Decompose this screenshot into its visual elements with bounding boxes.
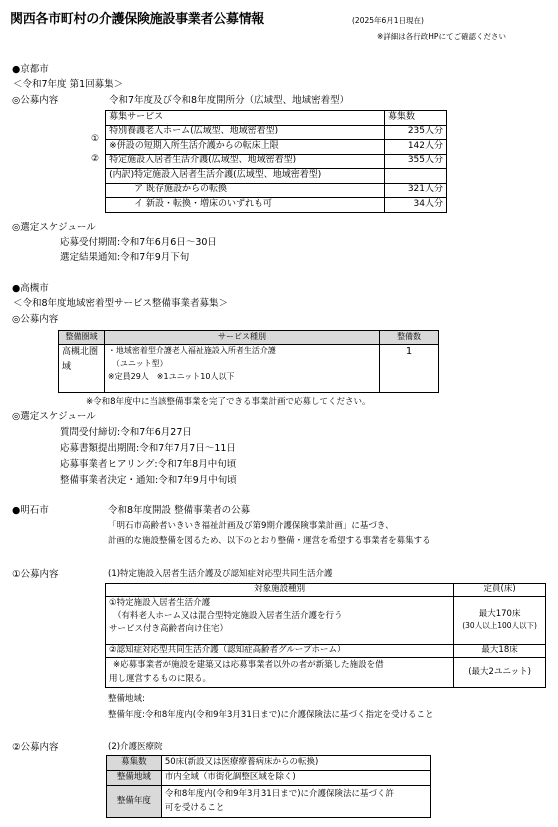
table-cell xyxy=(385,169,447,184)
akashi-content2-label: ②公募内容 xyxy=(12,742,59,753)
table-cell: 142人分 xyxy=(385,140,447,155)
kyoto-heading: ●京都市 xyxy=(12,64,49,75)
table-cell: 特別養護老人ホーム(広域型、地域密着型) xyxy=(106,125,385,140)
akashi-subheading: 令和8年度開設 整備事業者の公募 xyxy=(108,505,251,516)
facility-note: ※応募事業者が施設を建築又は応募事業者以外の者が新築した施設を借 xyxy=(113,660,384,671)
facility-line: サービス付き高齢者向け住宅） xyxy=(109,624,229,635)
kyoto-schedule-label: ◎選定スケジュール xyxy=(12,222,96,233)
kyoto-content-label: ◎公募内容 xyxy=(12,95,59,106)
facility-note: 用し運営するものに限る。 xyxy=(109,673,212,684)
value-line: 令和8年度内(令和9年3月31日まで)に介護保険法に基づく許 xyxy=(164,789,395,800)
table-cell: 34人分 xyxy=(385,198,447,213)
item-number-1: ① xyxy=(91,133,100,144)
akashi-desc: 計画的な施設整備を図るため、以下のとおり整備・運営を希望する事業者を募集する xyxy=(108,536,431,546)
table-cell: ②認知症対応型共同生活介護（認知症高齢者グループホーム） xyxy=(106,645,454,658)
table-cell: 321人分 xyxy=(385,183,447,198)
takatsuki-table xyxy=(58,330,439,393)
table-value xyxy=(161,786,430,818)
akashi-year: 整備年度:令和8年度内(令和9年3月31日まで)に介護保険法に基づく指定を受けること xyxy=(108,710,434,720)
details-note: ※詳細は各行政HPにてご確認ください xyxy=(377,32,506,41)
kyoto-schedule-item: 応募受付期間:令和7年6月6日～30日 xyxy=(60,237,217,248)
table-value: 50床(新設又は医療療養病床からの転換) xyxy=(161,756,430,771)
table-cell-type xyxy=(104,345,379,393)
akashi-content1-label: ①公募内容 xyxy=(12,569,59,580)
akashi-facility-table xyxy=(105,583,546,688)
table-header-count: 整備数 xyxy=(380,331,439,345)
type-line: （ユニット型） xyxy=(111,358,168,368)
table-cell-count: 1 xyxy=(380,345,439,393)
table-header-capacity: 定員(床) xyxy=(454,584,546,597)
capacity-line: (30人以上100人以下) xyxy=(462,621,537,631)
akashi-content1-title: (1)特定施設入居者生活介護及び認知症対応型共同生活介護 xyxy=(108,569,333,579)
akashi-heading: ●明石市 xyxy=(12,505,49,516)
table-header-area: 整備圏域 xyxy=(59,331,105,345)
table-cell-area: 高槻北圏域 xyxy=(59,345,105,393)
facility-line: （有料老人ホーム又は混合型特定施設入居者生活介護を行う xyxy=(113,611,343,622)
table-cell: 最大18床 xyxy=(454,645,546,658)
capacity-line: 最大170床 xyxy=(478,609,521,620)
table-cell: (内訳)特定施設入居者生活介護(広域型、地域密着型) xyxy=(106,169,385,184)
takatsuki-schedule-item: 応募事業者ヒアリング:令和7年8月中旬頃 xyxy=(60,459,237,470)
table-header-type: サービス種別 xyxy=(104,331,379,345)
type-line: ※定員29人 ※1ユニット10人以下 xyxy=(107,371,235,381)
kyoto-content-desc: 令和7年度及び令和8年度開所分（広域型、地域密着型） xyxy=(109,95,350,106)
table-key: 募集数 xyxy=(107,756,162,771)
akashi-area: 整備地域: xyxy=(108,694,145,704)
takatsuki-schedule-item: 質問受付締切:令和7年6月27日 xyxy=(60,427,192,438)
kyoto-round: ＜令和7年度 第1回募集＞ xyxy=(13,79,124,90)
table-header-count: 募集数 xyxy=(385,111,447,126)
type-line: ・地域密着型介護老人福祉施設入所者生活介護 xyxy=(107,346,276,355)
takatsuki-round: ＜令和8年度地域密着型サービス整備事業者募集＞ xyxy=(13,298,229,309)
table-cell: ア 既存施設からの転換 xyxy=(106,183,385,198)
table-cell xyxy=(454,597,546,645)
item-number-2: ② xyxy=(91,154,100,164)
takatsuki-schedule-label: ◎選定スケジュール xyxy=(12,411,96,422)
table-key: 整備地域 xyxy=(107,771,162,786)
table-cell: 特定施設入居者生活介護(広域型、地域密着型) xyxy=(106,154,385,169)
table-value: 市内全域（市街化調整区域を除く) xyxy=(161,771,430,786)
table-cell xyxy=(106,597,454,645)
takatsuki-heading: ●高槻市 xyxy=(12,283,49,294)
takatsuki-schedule-item: 応募書類提出期間:令和7年7月7日～11日 xyxy=(60,443,236,454)
table-cell: ※併設の短期入所生活介護からの転床上限 xyxy=(106,140,385,155)
page-title: 関西各市町村の介護保険施設事業者公募情報 xyxy=(10,12,265,27)
takatsuki-schedule-item: 整備事業者決定・通知:令和7年9月中旬頃 xyxy=(60,475,237,486)
kyoto-recruitment-table xyxy=(85,110,447,213)
facility-line: ①特定施設入居者生活介護 xyxy=(109,598,211,608)
table-header-type: 対象施設種別 xyxy=(106,584,454,597)
table-cell: 235人分 xyxy=(385,125,447,140)
kyoto-schedule-item: 選定結果通知:令和7年9月下旬 xyxy=(60,252,190,263)
table-cell: 355人分 xyxy=(385,154,447,169)
table-cell: (最大2ユニット) xyxy=(454,658,546,688)
takatsuki-note: ※令和8年度中に当該整備事業を完了できる事業計画で応募してください。 xyxy=(86,397,371,407)
akashi-desc: 「明石市高齢者いきいき福祉計画及び第9期介護保険事業計画」に基づき、 xyxy=(108,521,394,531)
akashi-content2-title: (2)介護医療院 xyxy=(108,742,163,752)
takatsuki-content-label: ◎公募内容 xyxy=(12,314,59,325)
table-key: 整備年度 xyxy=(107,786,162,818)
table-cell xyxy=(106,658,454,688)
table-cell: イ 新設・転換・増床のいずれも可 xyxy=(106,198,385,213)
table-header-service: 募集サービス xyxy=(106,111,385,126)
as-of-date: (2025年6月1日現在) xyxy=(352,16,424,25)
value-line: 可を受けること xyxy=(164,802,225,813)
akashi-medical-table xyxy=(106,755,431,818)
